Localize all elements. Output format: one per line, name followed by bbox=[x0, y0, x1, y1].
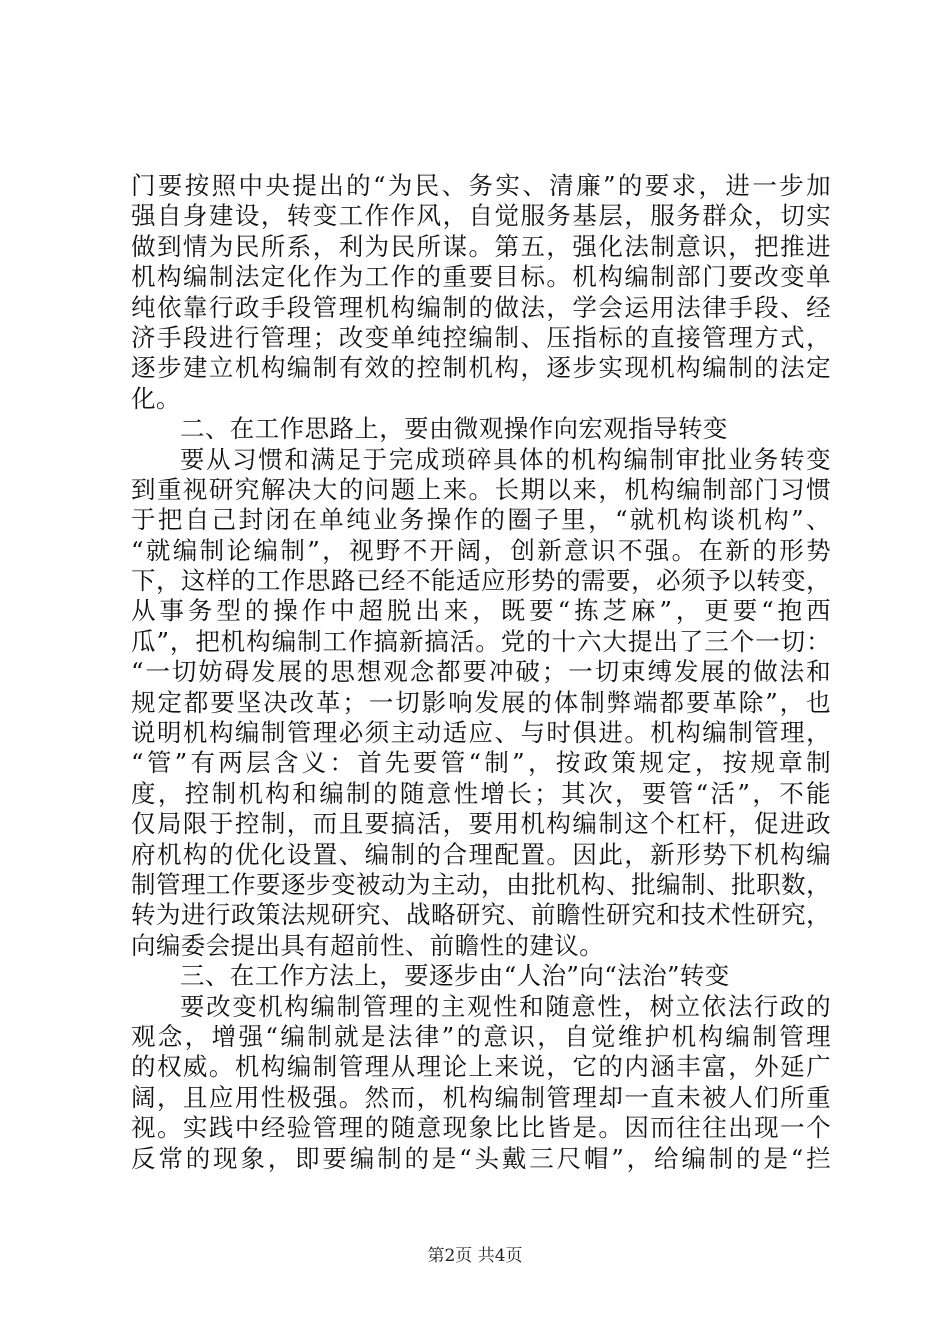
paragraph-line: 济手段进行管理；改变单纯控编制、压指标的直接管理方式， bbox=[131, 322, 831, 352]
paragraph-line: 门要按照中央提出的“为民、务实、清廉”的要求，进一步加 bbox=[131, 171, 831, 200]
paragraph-line: 到重视研究解决大的问题上来。长期以来，机构编制部门习惯 bbox=[131, 474, 831, 504]
paragraph-line: 阔，且应用性极强。然而，机构编制管理却一直未被人们所重 bbox=[131, 1082, 831, 1112]
paragraph-line: 度，控制机构和编制的随意性增长；其次，要管“活”，不能 bbox=[131, 778, 831, 808]
paragraph-line: 向编委会提出具有超前性、前瞻性的建议。 bbox=[131, 930, 605, 960]
paragraph-line: “就编制论编制”，视野不开阔，创新意识不强。在新的形势 bbox=[131, 535, 831, 565]
paragraph-line: 规定都要坚决改革；一切影响发展的体制弊端都要革除”，也 bbox=[131, 687, 831, 717]
paragraph-line: 强自身建设，转变工作作风，自觉服务基层，服务群众，切实 bbox=[131, 201, 831, 231]
paragraph-line: 化。 bbox=[131, 383, 181, 413]
paragraph-line: 仅局限于控制，而且要搞活，要用机构编制这个杠杆，促进政 bbox=[131, 809, 831, 839]
paragraph-line: 下，这样的工作思路已经不能适应形势的需要，必须予以转变， bbox=[131, 566, 831, 596]
paragraph-line: 纯依靠行政手段管理机构编制的做法，学会运用法律手段、经 bbox=[131, 292, 831, 322]
paragraph-line: 逐步建立机构编制有效的控制机构，逐步实现机构编制的法定 bbox=[131, 353, 831, 383]
paragraph-line: “一切妨碍发展的思想观念都要冲破；一切束缚发展的做法和 bbox=[131, 657, 831, 687]
paragraph-line: 于把自己封闭在单纯业务操作的圈子里，“就机构谈机构”、 bbox=[131, 505, 831, 535]
paragraph-line: 府机构的优化设置、编制的合理配置。因此，新形势下机构编 bbox=[131, 839, 831, 869]
paragraph-line: 说明机构编制管理必须主动适应、与时俱进。机构编制管理， bbox=[131, 718, 831, 748]
section-heading: 二、在工作思路上，要由微观操作向宏观指导转变 bbox=[180, 414, 728, 444]
paragraph-line: 反常的现象，即要编制的是“头戴三尺帽”，给编制的是“拦 bbox=[131, 1143, 831, 1173]
paragraph-line: 的权威。机构编制管理从理论上来说，它的内涵丰富，外延广 bbox=[131, 1052, 831, 1082]
section-heading: 三、在工作方法上，要逐步由“人治”向“法治”转变 bbox=[180, 961, 730, 991]
paragraph-line: 要从习惯和满足于完成琐碎具体的机构编制审批业务转变 bbox=[180, 444, 831, 474]
paragraph-line: 制管理工作要逐步变被动为主动，由批机构、批编制、批职数， bbox=[131, 869, 831, 899]
paragraph-line: “管”有两层含义：首先要管“制”，按政策规定，按规章制 bbox=[131, 748, 831, 778]
body-text bbox=[131, 171, 831, 1174]
paragraph-line: 机构编制法定化作为工作的重要目标。机构编制部门要改变单 bbox=[131, 262, 831, 292]
paragraph-line: 转为进行政策法规研究、战略研究、前瞻性研究和技术性研究， bbox=[131, 900, 831, 930]
paragraph-line: 观念，增强“编制就是法律”的意识，自觉维护机构编制管理 bbox=[131, 1021, 831, 1051]
page-footer: 第2页 共4页 bbox=[427, 1246, 523, 1266]
paragraph-line: 做到情为民所系，利为民所谋。第五，强化法制意识，把推进 bbox=[131, 231, 831, 261]
paragraph-line: 从事务型的操作中超脱出来，既要“拣芝麻”，更要“抱西 bbox=[131, 596, 831, 626]
paragraph-line: 视。实践中经验管理的随意现象比比皆是。因而往往出现一个 bbox=[131, 1113, 831, 1143]
paragraph-line: 要改变机构编制管理的主观性和随意性，树立依法行政的 bbox=[180, 991, 831, 1021]
paragraph-line: 瓜”，把机构编制工作搞新搞活。党的十六大提出了三个一切： bbox=[131, 626, 831, 656]
